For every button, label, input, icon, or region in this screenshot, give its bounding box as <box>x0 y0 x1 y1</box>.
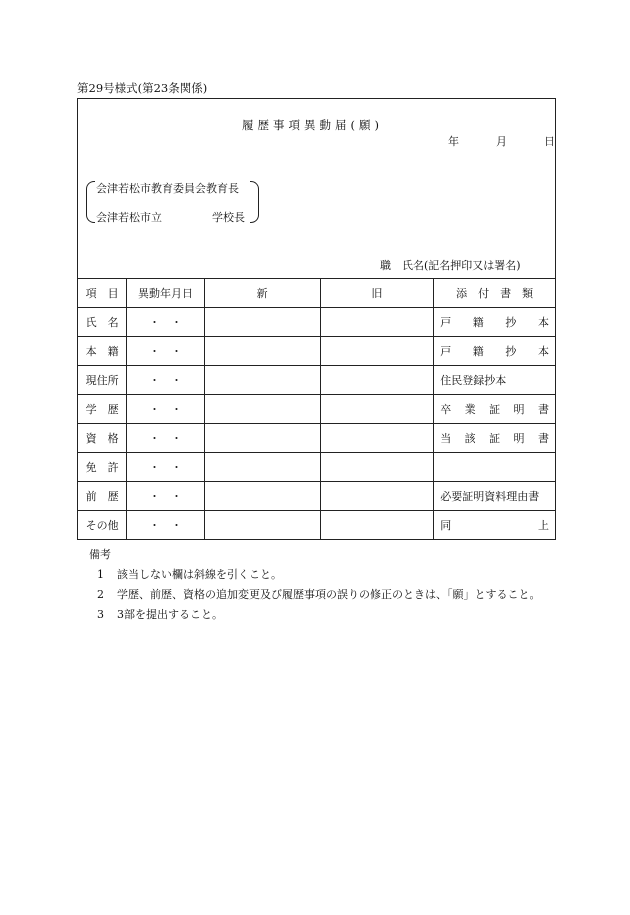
row-old-cell <box>320 453 434 482</box>
note-item <box>77 585 554 605</box>
row-item: 氏 名 <box>78 308 127 337</box>
attachment-word: 本 <box>537 345 549 358</box>
row-attachment <box>434 453 556 482</box>
attachment-word: 戸 <box>440 316 452 329</box>
row-attachment-text: 住民登録抄本 <box>440 374 507 387</box>
header-date: 異動年月日 <box>127 279 204 308</box>
row-attachment <box>434 308 556 337</box>
row-item: 学 歴 <box>78 395 127 424</box>
notes-section <box>77 545 554 625</box>
row-new-cell <box>204 308 320 337</box>
table-row <box>78 337 556 366</box>
row-new-cell <box>204 424 320 453</box>
document-title: 履歴事項異動届(願) <box>242 118 383 132</box>
addressee-line1: 会津若松市教育委員会教育長 <box>96 182 239 195</box>
note-number: 1 <box>97 568 104 581</box>
row-date: ・ ・ <box>127 511 204 540</box>
row-old-cell <box>320 511 434 540</box>
addressee-bracket-left <box>86 181 95 223</box>
row-old-cell <box>320 424 434 453</box>
row-new-cell <box>204 395 320 424</box>
row-new-cell <box>204 482 320 511</box>
date-month: 月 <box>496 135 507 148</box>
row-attachment-text <box>434 401 555 417</box>
row-attachment <box>434 366 556 395</box>
notes-list <box>77 565 554 625</box>
attachment-word: 明 <box>513 403 525 416</box>
table-row <box>78 395 556 424</box>
row-attachment-text <box>434 343 555 359</box>
attachment-word: 抄 <box>505 316 517 329</box>
header-attachments: 添 付 書 類 <box>434 279 556 308</box>
row-attachment <box>434 395 556 424</box>
attachment-word: 証 <box>489 432 501 445</box>
attachment-word: 該 <box>464 432 476 445</box>
header-old: 旧 <box>320 279 434 308</box>
row-old-cell <box>320 482 434 511</box>
row-old-cell <box>320 308 434 337</box>
attachment-word: 書 <box>537 403 549 416</box>
row-attachment <box>434 482 556 511</box>
attachment-word: 本 <box>537 316 549 329</box>
row-item: 資 格 <box>78 424 127 453</box>
table-row <box>78 366 556 395</box>
header-item: 項 目 <box>78 279 127 308</box>
addressee-line2-suffix: 学校長 <box>212 211 245 224</box>
attachment-word: 証 <box>489 403 501 416</box>
note-text: 該当しない欄は斜線を引くこと。 <box>117 568 282 581</box>
row-item: 前 歴 <box>78 482 127 511</box>
notes-heading: 備考 <box>89 548 111 561</box>
signature-line: 職 氏名(記名押印又は署名) <box>380 259 521 272</box>
row-new-cell <box>204 337 320 366</box>
row-attachment-text <box>434 517 555 533</box>
header-new: 新 <box>204 279 320 308</box>
row-date: ・ ・ <box>127 366 204 395</box>
table-row <box>78 482 556 511</box>
row-attachment <box>434 337 556 366</box>
row-date: ・ ・ <box>127 337 204 366</box>
row-date: ・ ・ <box>127 453 204 482</box>
change-items-table <box>77 278 556 540</box>
attachment-word: 上 <box>538 519 549 532</box>
note-text: 3部を提出すること。 <box>117 608 223 621</box>
date-day: 日 <box>544 135 555 148</box>
row-attachment-text <box>434 314 555 330</box>
row-item: 現住所 <box>78 366 127 395</box>
attachment-word: 業 <box>464 403 476 416</box>
row-old-cell <box>320 337 434 366</box>
attachment-word: 書 <box>537 432 549 445</box>
row-attachment <box>434 511 556 540</box>
row-attachment <box>434 424 556 453</box>
note-item <box>77 605 554 625</box>
note-number: 3 <box>97 608 104 621</box>
attachment-word: 籍 <box>472 316 484 329</box>
note-item <box>77 565 554 585</box>
row-attachment-text <box>434 430 555 446</box>
attachment-word: 戸 <box>440 345 452 358</box>
row-date: ・ ・ <box>127 395 204 424</box>
addressee-bracket-right <box>250 181 259 223</box>
table-row <box>78 511 556 540</box>
date-line <box>448 133 555 149</box>
table-row <box>78 308 556 337</box>
attachment-word: 卒 <box>440 403 452 416</box>
table-row <box>78 424 556 453</box>
form-number-label: 第29号様式(第23条関係) <box>77 81 208 95</box>
attachment-word: 籍 <box>472 345 484 358</box>
row-attachment-text: 必要証明資料理由書 <box>440 490 540 503</box>
date-year: 年 <box>448 135 459 148</box>
note-number: 2 <box>97 588 104 601</box>
row-item: 免 許 <box>78 453 127 482</box>
attachment-word: 同 <box>440 519 452 532</box>
row-item: 本 籍 <box>78 337 127 366</box>
row-old-cell <box>320 395 434 424</box>
row-item: その他 <box>78 511 127 540</box>
attachment-word: 抄 <box>505 345 517 358</box>
attachment-word: 明 <box>513 432 525 445</box>
addressee-line2-prefix: 会津若松市立 <box>96 211 162 224</box>
row-date: ・ ・ <box>127 482 204 511</box>
row-new-cell <box>204 453 320 482</box>
table-header-row <box>78 279 556 308</box>
row-date: ・ ・ <box>127 424 204 453</box>
row-new-cell <box>204 366 320 395</box>
attachment-word: 当 <box>440 432 452 445</box>
table-row <box>78 453 556 482</box>
row-old-cell <box>320 366 434 395</box>
row-new-cell <box>204 511 320 540</box>
row-date: ・ ・ <box>127 308 204 337</box>
note-text: 学歴、前歴、資格の追加変更及び履歴事項の誤りの修正のときは、「願」とすること。 <box>117 588 541 601</box>
